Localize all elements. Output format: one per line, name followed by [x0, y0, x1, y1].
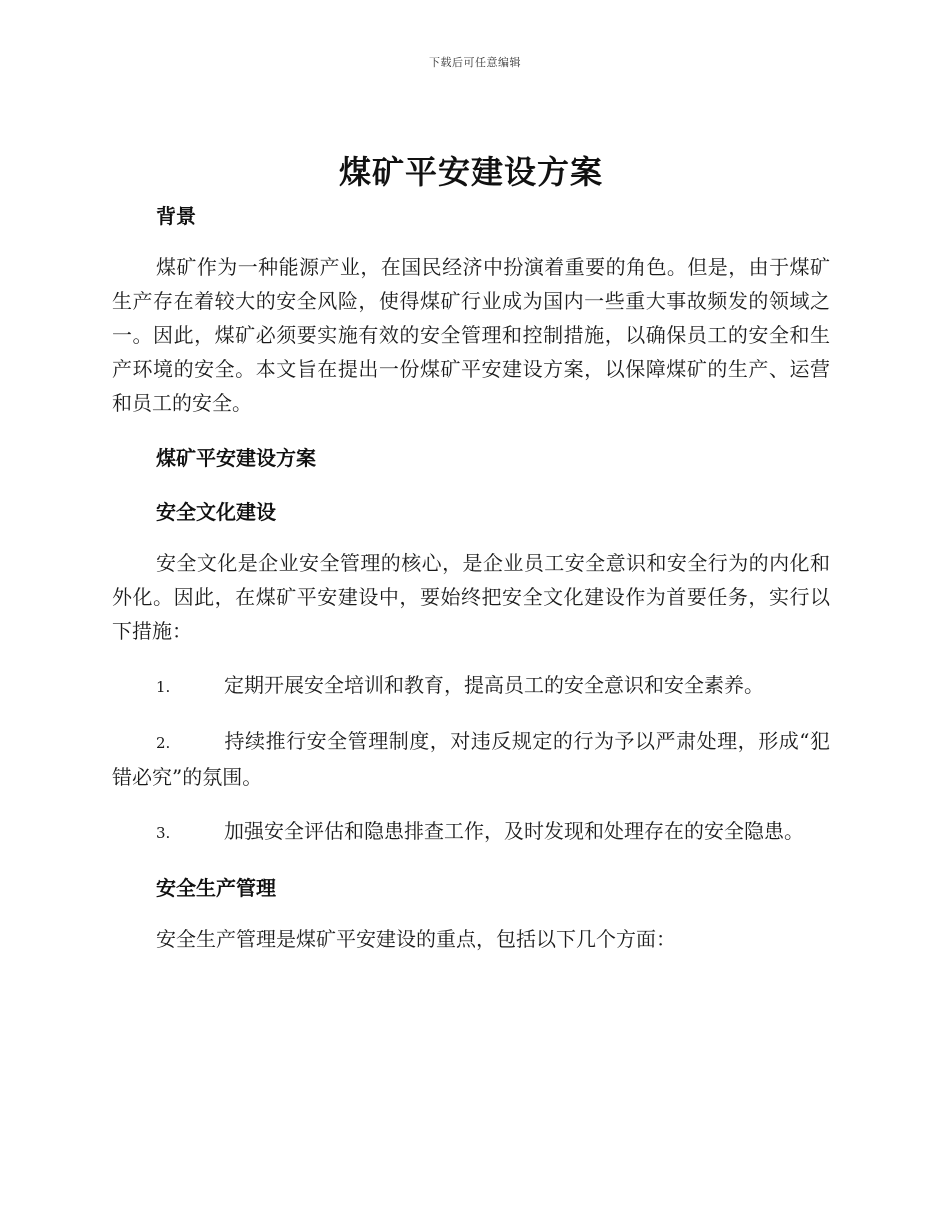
- list-item-text: 加强安全评估和隐患排查工作，及时发现和处理存在的安全隐患。: [224, 819, 804, 843]
- safety-culture-paragraph: 安全文化是企业安全管理的核心，是企业员工安全意识和安全行为的内化和外化。因此，在煤矿平安建设中，要始终把安全文化建设作为首要任务，实行以下措施：: [112, 551, 830, 643]
- section-heading-background: 背景: [156, 204, 196, 228]
- section-heading-plan: 煤矿平安建设方案: [156, 446, 316, 470]
- header-note: 下载后可任意编辑: [429, 56, 521, 69]
- production-management-paragraph: 安全生产管理是煤矿平安建设的重点，包括以下几个方面：: [156, 927, 676, 951]
- list-item: [112, 724, 830, 794]
- list-item: [112, 814, 830, 850]
- background-paragraph: 煤矿作为一种能源产业，在国民经济中扮演着重要的角色。但是，由于煤矿生产存在着较大的安全风险，使得煤矿行业成为国内一些重大事故频发的领域之一。因此，煤矿必须要实施有效的安全管理和控制措施，以确保员工的安全和生产环境的安全。本文旨在提出一份煤矿平安建设方案，以保障煤矿的生产、运营和员工的安全。: [112, 255, 830, 415]
- document-body: [112, 150, 830, 956]
- list-item-number: 3.: [156, 824, 171, 842]
- document-title: 煤矿平安建设方案: [338, 153, 603, 191]
- list-item-number: 1.: [156, 678, 171, 696]
- list-item-text: 持续推行安全管理制度，对违反规定的行为予以严肃处理，形成“犯错必究”的氛围。: [112, 729, 830, 789]
- list-item: [112, 668, 830, 704]
- section-heading-safety-culture: 安全文化建设: [156, 500, 276, 524]
- list-item-text: 定期开展安全培训和教育，提高员工的安全意识和安全素养。: [224, 673, 764, 697]
- list-item-number: 2.: [156, 734, 171, 752]
- section-heading-production-management: 安全生产管理: [156, 876, 276, 900]
